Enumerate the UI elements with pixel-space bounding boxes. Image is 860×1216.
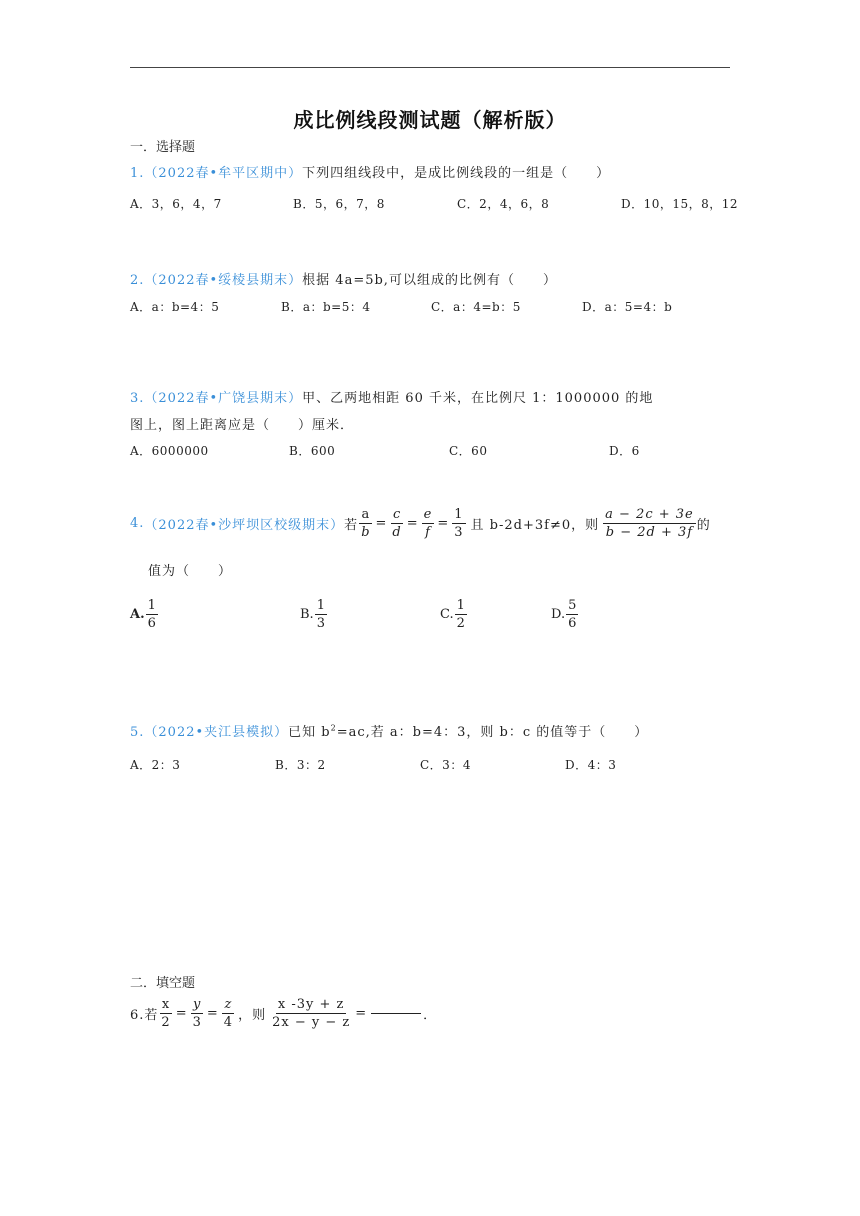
question-source: （2022春•绥棱县期末） bbox=[144, 273, 303, 288]
option-fraction: $\frac{1}{6}$ bbox=[147, 598, 156, 631]
question-text-suffix: 的 bbox=[696, 518, 711, 533]
fraction-z-over-4: $\frac{z}{4}$ bbox=[223, 997, 234, 1030]
option-c: C．2，4，6，8 bbox=[457, 197, 550, 211]
fraction-e-over-f: $\frac{e}{f}$ bbox=[423, 507, 433, 540]
section-heading-choice: 一．选择题 bbox=[130, 140, 196, 155]
fraction-y-over-3: $\frac{y}{3}$ bbox=[192, 997, 202, 1030]
option-c: C．a：4=b：5 bbox=[431, 300, 521, 314]
option-d: D．4：3 bbox=[565, 758, 617, 772]
option-fraction: $\frac{1}{2}$ bbox=[456, 598, 465, 631]
question-text-rest: =ac,若 a：b=4：3，则 b：c 的值等于（ ） bbox=[336, 725, 649, 740]
option-d: D．a：5=4：b bbox=[582, 300, 673, 314]
equals-sign: = bbox=[406, 516, 419, 531]
question-text-line2: 图上，图上距离应是（ ）厘米． bbox=[130, 418, 355, 433]
section-heading-fill: 二．填空题 bbox=[130, 976, 196, 991]
option-b: B．3：2 bbox=[275, 758, 326, 772]
question-text: 下列四组线段中，是成比例线段的一组是（ ） bbox=[302, 166, 611, 181]
question-source: （2022•夹江县模拟） bbox=[144, 725, 289, 740]
option-a: A．6000000 bbox=[130, 444, 209, 458]
question-text: 根据 4a=5b,可以组成的比例有（ ） bbox=[302, 273, 557, 288]
condition-text: 且 b-2d+3f≠0，则 bbox=[470, 518, 600, 533]
exponent: 2 bbox=[330, 723, 337, 733]
question-source: （2022春•牟平区期中） bbox=[144, 166, 303, 181]
equals-sign: = bbox=[375, 516, 388, 531]
option-c: C．3：4 bbox=[420, 758, 471, 772]
option-d: D．6 bbox=[609, 444, 640, 458]
equals-sign: = bbox=[206, 1006, 219, 1021]
option-a: A．2：3 bbox=[130, 758, 181, 772]
option-b: B．a：b=5：4 bbox=[281, 300, 371, 314]
option-d: D．10，15，8，12 bbox=[621, 197, 739, 211]
question-text: 已知 b bbox=[288, 725, 331, 740]
question-text-end: ． bbox=[423, 1008, 438, 1023]
question-source: （2022春•广饶县期末） bbox=[144, 391, 303, 406]
option-c bbox=[440, 597, 468, 632]
question-source: （2022春•沙坪坝区校级期末） bbox=[144, 518, 345, 533]
question-text: 若 bbox=[344, 518, 359, 533]
equals-sign: = bbox=[355, 1006, 368, 1021]
fraction-one-third: $\frac{1}{3}$ bbox=[454, 507, 464, 540]
question-2 bbox=[130, 269, 557, 288]
page-title: 成比例线段测试题（解析版） bbox=[293, 108, 567, 132]
option-b: B．5，6，7，8 bbox=[293, 197, 385, 211]
option-fraction: $\frac{1}{3}$ bbox=[316, 598, 325, 631]
option-b bbox=[300, 597, 328, 632]
question-number: 2. bbox=[130, 273, 145, 288]
option-a bbox=[130, 597, 159, 632]
fraction-a-over-b: $\frac{a}{b}$ bbox=[361, 507, 371, 540]
question-5 bbox=[130, 721, 648, 740]
option-label: B. bbox=[300, 607, 314, 622]
option-label: D. bbox=[551, 607, 566, 622]
fraction-c-over-d: $\frac{c}{d}$ bbox=[392, 507, 402, 540]
question-6 bbox=[130, 996, 437, 1031]
option-c: C．60 bbox=[449, 444, 488, 458]
question-number: 1. bbox=[130, 166, 145, 181]
question-text-line1: 甲、乙两地相距 60 千米，在比例尺 1：1000000 的地 bbox=[302, 391, 654, 406]
equals-sign: = bbox=[437, 516, 450, 531]
question-number: 3. bbox=[130, 391, 145, 406]
question-number: 4. bbox=[130, 516, 145, 531]
question-number: 5. bbox=[130, 725, 145, 740]
option-label: C. bbox=[440, 607, 454, 622]
question-text-mid: ，则 bbox=[238, 1008, 267, 1023]
question-text: 6.若 bbox=[130, 1008, 159, 1023]
answer-blank[interactable] bbox=[371, 1013, 421, 1014]
option-fraction: $\frac{5}{6}$ bbox=[568, 598, 577, 631]
equals-sign: = bbox=[175, 1006, 188, 1021]
question-4 bbox=[130, 506, 711, 541]
question-1 bbox=[130, 162, 610, 181]
option-a: A．a：b=4：5 bbox=[130, 300, 220, 314]
expression-fraction: $\frac{x -3y + z}{2x - y - z}$ bbox=[272, 997, 351, 1030]
option-a: A．3，6，4，7 bbox=[130, 197, 222, 211]
fraction-x-over-2: $\frac{x}{2}$ bbox=[161, 997, 171, 1030]
option-d bbox=[551, 597, 579, 632]
option-label: A. bbox=[130, 607, 145, 622]
option-b: B．600 bbox=[289, 444, 336, 458]
question-3 bbox=[130, 387, 653, 406]
question-text-line2: 值为（ ） bbox=[148, 564, 233, 579]
header-rule bbox=[130, 67, 730, 68]
expression-fraction: $\frac{a - 2c + 3e}{b - 2d + 3f}$ bbox=[605, 507, 694, 540]
